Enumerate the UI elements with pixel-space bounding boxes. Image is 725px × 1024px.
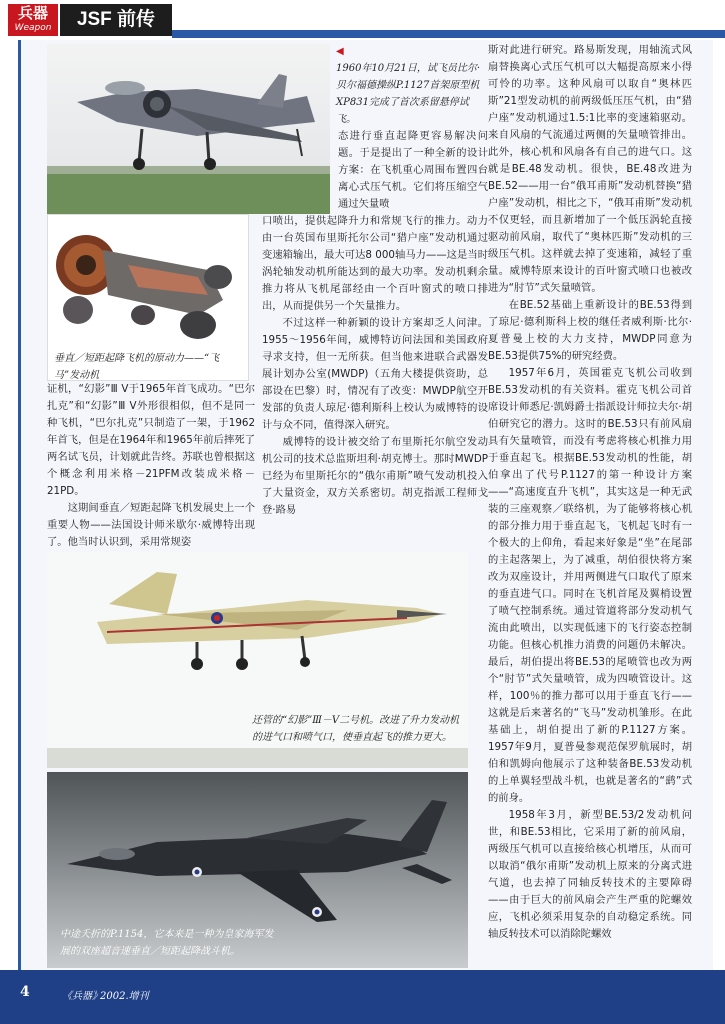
caption-engine: 垂直／短距起降飞机的原动力——“飞马”发动机 [54,353,220,381]
paragraph: 威博特的设计被交给了布里斯托尔航空发动机公司的技术总监斯坦利·胡克博士。那时MWDP已经为布里斯托尔的“俄尔甫斯”喷气发动机投入了大量资金，双方关系密切。胡克指派工程师戈登·路易 [262,436,488,516]
caption-p1154: 中途夭折的P.1154，它本来是一种为皇家海军发展的双座超音速垂直／短距起降战斗机。 [60,929,274,957]
publication-name: 《兵器》 [62,991,102,1002]
text-column-middle [262,213,488,519]
text-column-right [488,42,692,943]
paragraph: 这期间垂直／短距起降飞机发展史上一个重要人物——法国设计师米歇尔·威博特出现了。他当时认识到，采用常规姿 [47,502,255,548]
page-number: 4 [20,984,30,1000]
paragraph: 证机，“幻影”Ⅲ V于1965年首飞成功。“巴尔扎克”和“幻影”Ⅲ V外形很相似，但不是同一种飞机，“巴尔扎克”只制造了一架，于1962年首飞，但是在1964年和1965年前后摔死了两名试飞员，计划就此告终。苏联也曾根据这个概念利用米格－21PFM改装成米格－21PD。 [47,383,255,497]
issue-label: 2002.增刊 [100,991,149,1002]
header-rule [172,30,725,38]
paragraph: 态进行垂直起降更容易解决问题。于是提出了一种全新的设计方案：在飞机重心周围布置四台离心式压气机。它们将压缩空气通过矢量喷 [338,130,488,210]
text-column-middle-top [338,128,488,213]
logo-cn: 兵器 [17,4,48,22]
caption-mirage: 还管的“幻影”Ⅲ－V二号机。改进了升力发动机的进气口和喷气口，使垂直起飞的推力更大。 [252,715,460,743]
logo-en: Weapon [14,23,52,33]
section-title: JSF 前传 [60,4,172,36]
paragraph: 1957年6月，英国霍克飞机公司收到BE.53发动机的有关资料。霍克飞机公司首席设计师悉尼·凯姆爵士指派设计师拉夫尔·胡伯研究它的潜力。这时的BE.53只有前风扇具有矢量喷管，而没有考虑将核心机推力用于垂直起飞。根据BE.53发动机的性能，胡伯拿出了代号P.1127的第一种设计方案——“高速度直升飞机”，其实这是一种无武装的三座观察／联络机，为了能够将核心机的部分推力用于垂直起飞，飞机起飞时有一个极大的上仰角，看起来好象是“坐”在尾部的主起落架上，为了减重，胡伯很快将方案改为双座设计，并用两侧进气口取代了原来的垂直进气口。同时在飞机首尾及翼梢设置了喷气控制系统。通过管道将部分发动机气流由此喷出，以实现低速下的飞行姿态控制功能。但核心机推力消费的问题仍未解决。最后，胡伯提出将BE.53的尾喷管也改为两个“肘节”式矢量喷管，成为四喷管设计。这样，100％的推力都可以用于垂直飞行——这就是后来著名的“飞马”发动机雏形。在此基础上，胡伯提出了新的P.1127方案。1957年9月，夏普曼参观范保罗航展时，胡伯和凯姆向他展示了这种装备BE.53发动机的上单翼轻型战斗机，也就是著名的“鹞”式的前身。 [488,367,692,804]
paragraph: 不过这样一种新颖的设计方案却乏人问津。1955～1956年间，威博特访问法国和美国政府寻求支持，但一无所获。但当他来进联合武器发展计划办公室(MWDP)（五角大楼提供资助，总部设在巴黎）时，情况有了改变：MWDP航空开发部的负责人琼尼·德利斯科上校认为威博特的设计与众不同，值得深入研究。 [262,317,488,431]
page-footer [0,970,725,1024]
magazine-logo [8,4,58,36]
paragraph: 在BE.52基础上重新设计的BE.53得到了琼尼·德利斯科上校的继任者威利斯·比尔·夏普曼上校的大力支持，MWDP同意为BE.53提供75%的研究经费。 [488,299,692,362]
paragraph: 斯对此进行研究。路易斯发现，用轴流式风扇替换离心式压气机可以大幅提高原来小得可怜的功率。这种风扇可以取自“奥林匹斯”21型发动机的前两级低压压气机，由“猎户座”发动机通过1.5:1比率的变速箱驱动。来自风扇的气流通过两侧的矢量喷管排出。此外，核心机和风扇各有自己的进气口。这就是BE.48发动机。很快，BE.48改进为BE.52——用一台“俄耳甫斯”发动机替换“猎户座”发动机，相比之下，“俄耳甫斯”发动机不仅更轻，而且新增加了一个低压涡轮直接驱动前风扇，取代了“奥林匹斯”发动机的三级压气机。这样就去掉了变速箱，减轻了重量。威博特原来设计的百叶窗式喷口也被改进为“肘节”式矢量喷管。 [488,44,692,294]
paragraph: 1958年3月，新型BE.53/2发动机问世，和BE.53相比，它采用了新的前风扇，两级压气机可以直接给核心机增压，从而可以取消“俄尔甫斯”发动机上原来的分离式进气道，也去掉了同轴反转技术的主要障碍——由于巨大的前风扇会产生严重的陀螺效应，飞机必须采用复杂的自动稳定系统。同轴反转技术可以消除陀螺效 [488,809,692,940]
paragraph: 口喷出，提供起降升力和常规飞行的推力。动力由一台英国布里斯托尔公司“猎户座”发动机通过变速箱输出，最大可达8 000轴马力——这是当时涡轮轴发动机所能达到的最大功率。发动机剩余推力将从飞机尾部经由一个百叶窗式的喷口排出，从而提供另一个矢量推力。 [262,215,488,312]
text-column-left [47,381,255,551]
caption-p1127: 1960年10月21日，试飞员比尔·贝尔福德操纵P.1127首架原型机XP831完成了首次系留悬停试飞。 [336,63,481,125]
pegasus-engine-image [48,215,248,350]
caption-arrow-icon: ◀ [336,46,344,57]
p1127-image [47,44,330,214]
photo-p1127 [47,44,330,214]
